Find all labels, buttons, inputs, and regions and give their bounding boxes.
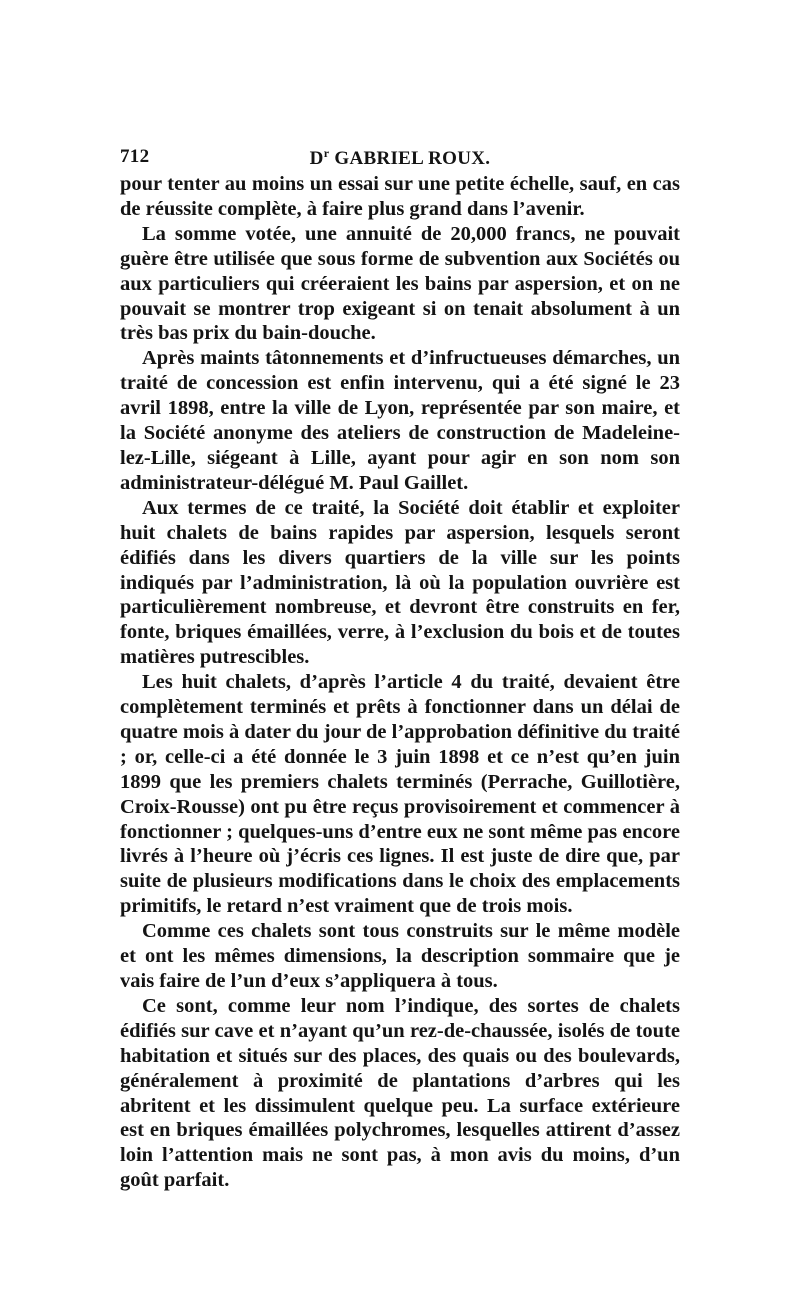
paragraph: Aux termes de ce traité, la Société doit établir et exploiter huit chalets de bains rapides par aspersion, lesquels seront édifiés dans les divers quartiers de la ville sur les points indiqués par l’administration, là où la population ouvrière est particulièrement nombreuse, et devront être construits en fer, fonte, briques émaillées, verre, à l’exclusion du bois et de toutes matières putrescibles.: [120, 496, 680, 669]
running-title: [120, 146, 680, 170]
body-text: [120, 172, 680, 1193]
paragraph: Comme ces chalets sont tous construits sur le même modèle et ont les mêmes dimensions, la description sommaire que je vais faire de l’un d’eux s’appliquera à tous.: [120, 920, 680, 992]
paragraph: Ce sont, comme leur nom l’indique, des sortes de chalets édifiés sur cave et n’ayant qu’un rez-de-chaussée, isolés de toute habitation et situés sur des places, des quais ou des boulevards, généralement à proximité de plantations d’arbres qui les abritent et les dissimulent quelque peu. La surface extérieure est en briques émaillées polychromes, lesquelles attirent d’assez loin l’attention mais ne sont pas, à mon avis du moins, d’un goût parfait.: [120, 994, 680, 1192]
page-number: 712: [120, 146, 150, 167]
paragraph: Après maints tâtonnements et d’infructueuses démarches, un traité de concession est enfin intervenu, qui a été signé le 23 avril 1898, entre la ville de Lyon, représentée par son maire, et la Société anonyme des ateliers de construction de Madeleine-lez-Lille, siégeant à Lille, ayant pour agir en son nom son administrateur-délégué M. Paul Gaillet.: [120, 347, 680, 494]
running-head: [120, 146, 680, 170]
paragraph: La somme votée, une annuité de 20,000 francs, ne pouvait guère être utilisée que sous forme de subvention aux Sociétés ou aux particuliers qui créeraient les bains par aspersion, et on ne pouvait se montrer trop exigeant si on tenait absolument à un très bas prix du bain-douche.: [120, 222, 680, 345]
paragraph-continuation: pour tenter au moins un essai sur une petite échelle, sauf, en cas de réussite complète, à faire plus grand dans l’avenir.: [120, 173, 680, 220]
author-title-superscript: r: [323, 146, 330, 160]
author-title-prefix: D: [309, 148, 324, 169]
paragraph: Les huit chalets, d’après l’article 4 du traité, devaient être complètement terminés et prêts à fonctionner dans un délai de quatre mois à dater du jour de l’approbation définitive du traité ; or, celle-ci a été donnée le 3 juin 1898 et ce n’est qu’en juin 1899 que les premiers chalets terminés (Perrache, Guillotière, Croix-Rousse) ont pu être reçus provisoirement et commencer à fonctionner ; quelques-uns d’entre eux ne sont même pas encore livrés à l’heure où j’écris ces lignes. Il est juste de dire que, par suite de plusieurs modifications dans le choix des emplacements primitifs, le retard n’est vraiment que de trois mois.: [120, 671, 680, 918]
author-name: GABRIEL ROUX.: [329, 148, 491, 169]
